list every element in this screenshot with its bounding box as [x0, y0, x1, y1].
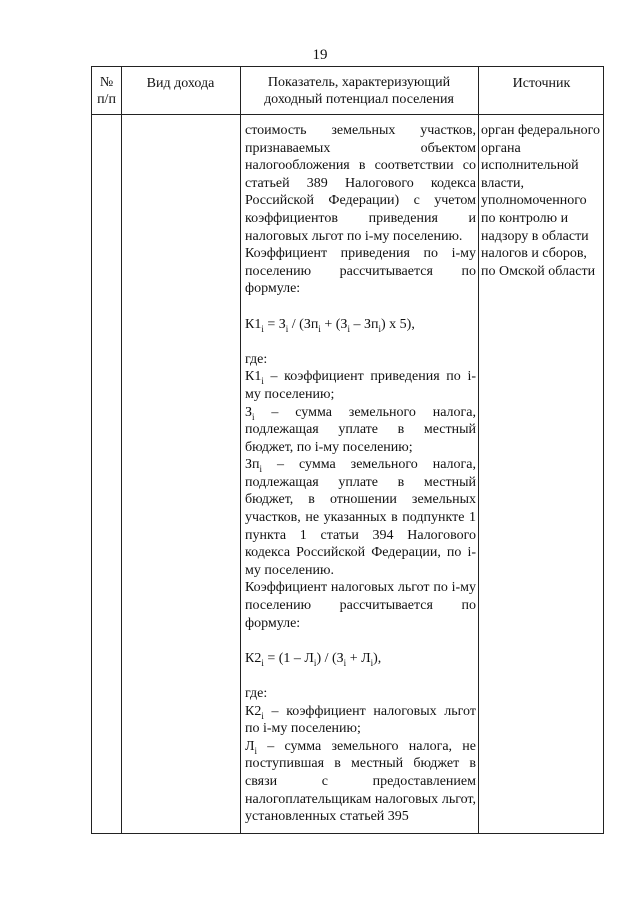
column-divider [240, 67, 241, 833]
indicator-paragraph: Коэффициент приведения по i-му поселению рассчитывается по формуле: [245, 246, 476, 297]
header-income-type: Вид дохода [146, 76, 215, 91]
data-table [91, 66, 604, 834]
page-number: 19 [312, 47, 328, 63]
formula-k2: $К2_i = (1 - Л_i) / (З_i + Л_i)$, [245, 650, 382, 668]
definition: $Зп_i$ – сумма земельного налога, подлежащая уплате в местный бюджет, в отношении земельных участков, не указанных в подпункте 1 пункта 1 статьи 394 Налогового кодекса Российской Федерации, по i-му поселению. [245, 457, 476, 578]
indicator-paragraph: Коэффициент налоговых льгот по i-му поселению рассчитывается по формуле: [245, 580, 476, 631]
header-number: № п/п [97, 74, 116, 107]
column-divider [478, 67, 479, 833]
source-cell [481, 122, 601, 280]
header-divider [92, 114, 603, 115]
where-label: где: [245, 686, 268, 701]
column-divider [121, 67, 122, 833]
where-label: где: [245, 351, 268, 367]
indicator-cell [245, 122, 476, 826]
header-source: Источник [512, 76, 571, 91]
definition: $К1_i$ – коэффициент приведения по i-му поселению; [245, 369, 476, 402]
indicator-paragraph: стоимость земельных участков, признаваемых объектом налогообложения в соответствии со статьей 389 Налогового кодекса Российской Федерации) с учетом коэффициентов приведения и налоговых льгот по i-му поселению. [245, 123, 476, 244]
source-text: орган федерального органа исполнительной власти, уполномоченного по контролю и надзору в области налогов и сборов, по Омской области [481, 123, 600, 279]
definition: $Л_i$ – сумма земельного налога, не поступившая в местный бюджет в связи с предоставлением налогоплательщикам налоговых льгот, установленных статьей 395 [245, 738, 476, 825]
formula-k1: $К1_i = З_i / (Зп_i + (З_i - Зп_i)$ х 5), [245, 316, 415, 334]
definition: $К2_i$ – коэффициент налоговых льгот по i-му поселению; [245, 703, 476, 737]
header-indicator: Показатель, характеризующий доходный потенциал поселения [264, 74, 454, 107]
definition: $З_i$ – сумма земельного налога, подлежащая уплате в местный бюджет, по i-му поселению; [245, 404, 476, 455]
